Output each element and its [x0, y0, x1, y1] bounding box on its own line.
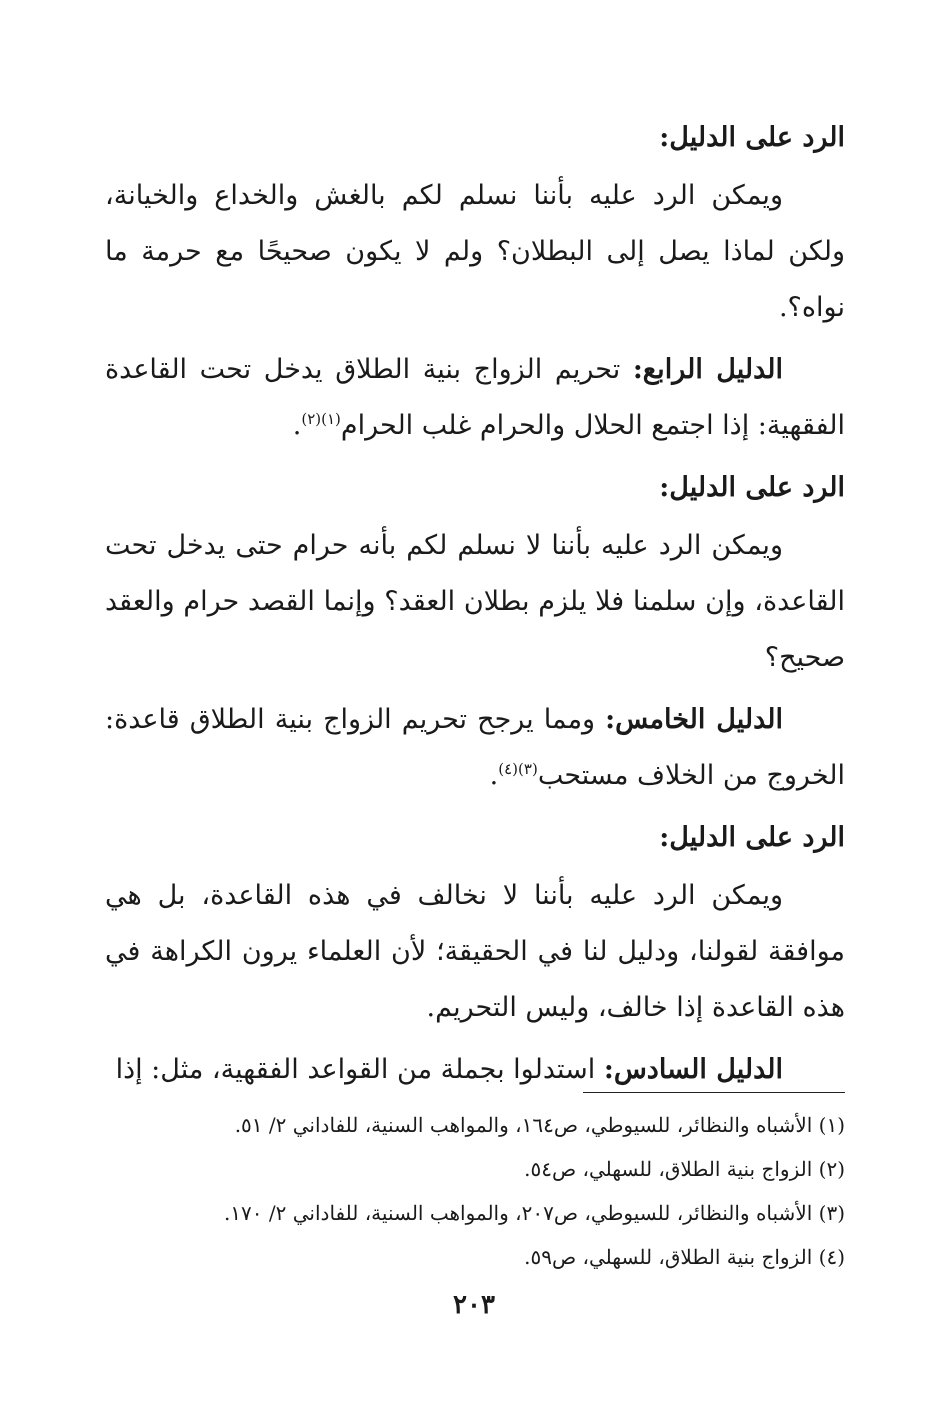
footnote-divider: [583, 1092, 845, 1093]
sentence-end: .: [292, 410, 302, 441]
main-text: [105, 110, 845, 1104]
footnote-reference[interactable]: (٣)(٤): [498, 760, 538, 778]
evidence-label: الدليل الرابع:: [632, 354, 783, 385]
footnotes: [105, 1092, 845, 1279]
footnote: (٤) الزواج بنية الطلاق، للسهلي، ص٥٩.: [524, 1245, 845, 1269]
evidence-label: الدليل السادس:: [603, 1054, 783, 1085]
evidence-text: استدلوا بجملة من القواعد الفقهية، مثل: إذا: [115, 1054, 604, 1085]
evidence-paragraph: [105, 1042, 845, 1098]
evidence-paragraph: [105, 692, 845, 804]
footnote: (٢) الزواج بنية الطلاق، للسهلي، ص٥٤.: [524, 1157, 845, 1181]
footnote: (١) الأشباه والنظائر، للسيوطي، ص١٦٤، والمواهب السنية، للفاداني ٢/ ٥١.: [234, 1113, 845, 1137]
sentence-end: .: [489, 760, 499, 791]
footnote: (٣) الأشباه والنظائر، للسيوطي، ص٢٠٧، والمواهب السنية، للفاداني ٢/ ١٧٠.: [223, 1201, 845, 1225]
footnote-reference[interactable]: (١)(٢): [301, 410, 341, 428]
page-number: ٢٠٣: [453, 1290, 495, 1320]
evidence-text: تحريم الزواج بنية الطلاق يدخل تحت القاعدة الفقهية: إذا اجتمع الحلال والحرام غلب الحرام: [105, 354, 845, 441]
paragraph: ويمكن الرد عليه بأننا لا نسلم لكم بأنه حرام حتى يدخل تحت القاعدة، وإن سلمنا فلا يلزم بطلان العقد؟ وإنما القصد حرام والعقد صحيح؟: [105, 530, 845, 673]
paragraph: ويمكن الرد عليه بأننا لا نخالف في هذه القاعدة، بل هي موافقة لقولنا، ودليل لنا في الحقيقة؛ لأن العلماء يرون الكراهة في هذه القاعدة إذا خالف، وليس التحريم.: [105, 880, 845, 1023]
section-heading: الرد على الدليل:: [659, 472, 845, 503]
evidence-label: الدليل الخامس:: [605, 704, 783, 735]
section-heading: الرد على الدليل:: [659, 122, 845, 153]
evidence-text: ومما يرجح تحريم الزواج بنية الطلاق قاعدة: الخروج من الخلاف مستحب: [105, 704, 845, 791]
evidence-paragraph: [105, 342, 845, 454]
paragraph: ويمكن الرد عليه بأننا نسلم لكم بالغش والخداع والخيانة، ولكن لماذا يصل إلى البطلان؟ ولم لا يكون صحيحًا مع حرمة ما نواه؟.: [105, 180, 845, 323]
section-heading: الرد على الدليل:: [659, 822, 845, 853]
